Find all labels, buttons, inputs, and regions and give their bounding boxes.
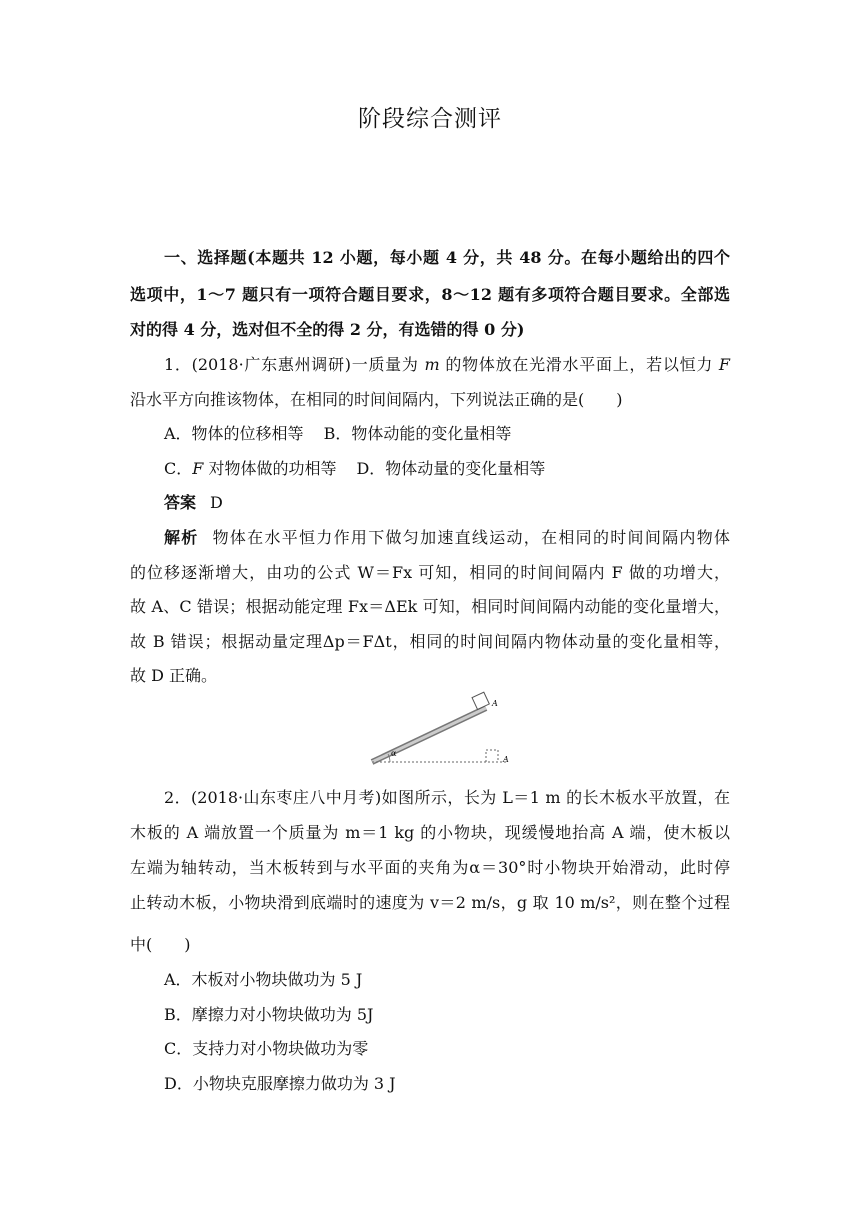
q1-stem-line-1: 1．(2018·广东惠州调研)一质量为 m 的物体放在光滑水平面上，若以恒力 F xyxy=(164,355,730,374)
answer-label: 答案 xyxy=(164,493,197,512)
q1-option-c: C．F 对物体做的功相等 xyxy=(164,459,337,478)
incline-board xyxy=(372,708,486,762)
section-header-line-2: 选项中，1～7 题只有一项符合题目要求，8～12 题有多项符合题目要求。全部选 xyxy=(130,285,730,304)
q1-analysis-line-5: 故 D 正确。 xyxy=(130,666,218,685)
q1-analysis-line-4: 故 B 错误；根据动量定理Δp＝FΔt，相同的时间间隔内物体动量的变化量相等， xyxy=(130,632,730,651)
q1-analysis-line-1: 解析 物体在水平恒力作用下做匀加速直线运动，在相同的时间间隔内物体 xyxy=(164,528,730,547)
q1-analysis-line-2: 的位移逐渐增大，由功的公式 W＝Fx 可知，相同的时间间隔内 F 做的功增大， xyxy=(130,563,730,582)
label-a-bottom: A xyxy=(503,755,509,764)
q1-analysis-line-3: 故 A、C 错误；根据动能定理 Fx＝ΔEk 可知，相同时间间隔内动能的变化量增大， xyxy=(130,597,730,616)
q1-options-ab xyxy=(164,424,511,444)
section-header-line-1: 一、选择题(本题共 12 小题，每小题 4 分，共 48 分。在每小题给出的四个 xyxy=(164,248,730,267)
q2-stem-line-2: 木板的 A 端放置一个质量为 m＝1 kg 的小物块，现缓慢地抬高 A 端，使木板以 xyxy=(130,823,730,842)
q1-option-b: B．物体动能的变化量相等 xyxy=(323,424,512,443)
alpha-label: α xyxy=(391,749,397,758)
label-a-top: A xyxy=(492,699,498,708)
block-bottom xyxy=(486,750,498,762)
q1-option-a: A．物体的位移相等 xyxy=(164,424,304,443)
block-top xyxy=(472,692,489,709)
q2-option-c: C．支持力对小物块做功为零 xyxy=(164,1039,369,1058)
q1-options-cd xyxy=(164,459,545,479)
q2-stem-line-1: 2．(2018·山东枣庄八中月考)如图所示，长为 L＝1 m 的长木板水平放置，在 xyxy=(164,788,730,807)
q1-option-d: D．物体动量的变化量相等 xyxy=(356,459,546,478)
q2-option-a: A．木板对小物块做功为 5 J xyxy=(164,970,363,989)
section-header-line-3: 对的得 4 分，选对但不全的得 2 分，有选错的得 0 分) xyxy=(130,320,525,339)
incline-figure xyxy=(368,688,516,768)
page-title: 阶段综合测评 xyxy=(358,106,502,132)
analysis-label: 解析 xyxy=(164,528,199,547)
q2-option-d: D．小物块克服摩擦力做功为 3 J xyxy=(164,1074,396,1093)
q2-stem-line-4: 止转动木板，小物块滑到底端时的速度为 v＝2 m/s，g 取 10 m/s²，则在整个过程 xyxy=(130,893,730,912)
q1-stem-line-2: 沿水平方向推该物体，在相同的时间间隔内，下列说法正确的是( ) xyxy=(130,390,623,409)
q2-option-b: B．摩擦力对小物块做功为 5J xyxy=(164,1005,374,1024)
q2-stem-line-3: 左端为轴转动，当木板转到与水平面的夹角为α＝30°时小物块开始滑动，此时停 xyxy=(130,858,730,877)
q1-answer xyxy=(164,493,223,513)
answer-value: D xyxy=(210,493,223,512)
q2-stem-line-5: 中( ) xyxy=(130,935,191,954)
